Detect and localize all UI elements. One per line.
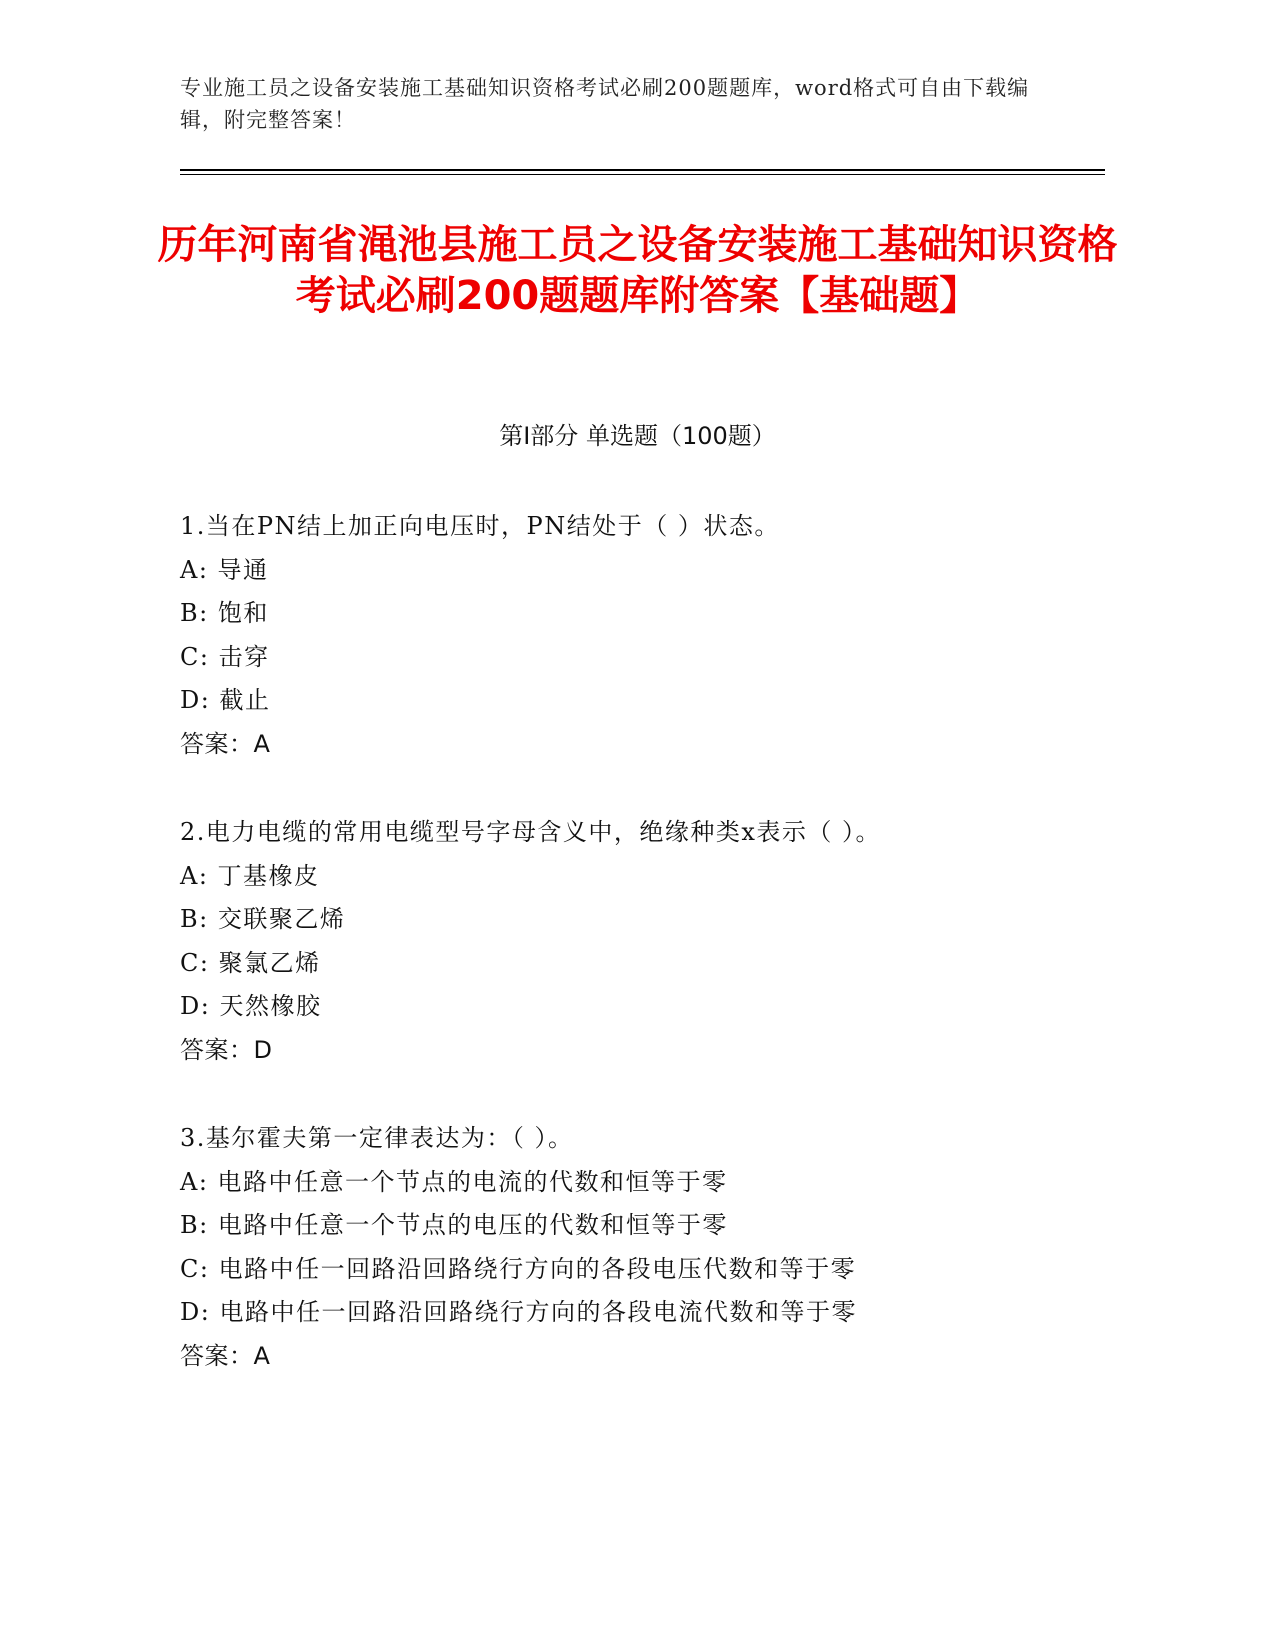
answer-line: 答案：D bbox=[180, 1035, 273, 1064]
answer-line: 答案：A bbox=[180, 1341, 271, 1370]
question-stem: 3.基尔霍夫第一定律表达为：（ ）。 bbox=[180, 1124, 574, 1152]
question-stem: 1.当在PN结上加正向电压时，PN结处于（ ）状态。 bbox=[180, 512, 780, 540]
option-b: B: 电路中任意一个节点的电压的代数和恒等于零 bbox=[180, 1211, 728, 1239]
option-d: D: 天然橡胶 bbox=[180, 992, 322, 1020]
option-c: C: 击穿 bbox=[180, 642, 270, 671]
document-title: 历年河南省渑池县施工员之设备安装施工基础知识资格考试必刷200题题库附答案【基础题】 bbox=[157, 222, 1118, 319]
question-stem: 2.电力电缆的常用电缆型号字母含义中，绝缘种类x表示（ ）。 bbox=[180, 818, 882, 846]
option-d: D: 截止 bbox=[180, 686, 271, 714]
question-block bbox=[180, 1117, 1160, 1378]
section-heading: 第Ⅰ部分 单选题（100题） bbox=[499, 422, 776, 450]
answer-line: 答案：A bbox=[180, 729, 271, 758]
option-d: D: 电路中任一回路沿回路绕行方向的各段电流代数和等于零 bbox=[180, 1298, 857, 1326]
option-a: A: 电路中任意一个节点的电流的代数和恒等于零 bbox=[180, 1167, 728, 1196]
option-a: A: 丁基橡皮 bbox=[180, 861, 320, 890]
option-b: B: 交联聚乙烯 bbox=[180, 905, 346, 933]
header-divider-thick bbox=[180, 169, 1105, 171]
option-a: A: 导通 bbox=[180, 555, 269, 584]
option-c: C: 聚氯乙烯 bbox=[180, 948, 321, 977]
question-block bbox=[180, 505, 1160, 766]
option-c: C: 电路中任一回路沿回路绕行方向的各段电压代数和等于零 bbox=[180, 1254, 857, 1283]
header-note: 专业施工员之设备安装施工基础知识资格考试必刷200题题库，word格式可自由下载编辑，附完整答案！ bbox=[180, 76, 1030, 132]
question-block bbox=[180, 811, 1160, 1072]
header-divider-thin bbox=[180, 174, 1105, 175]
option-b: B: 饱和 bbox=[180, 599, 269, 627]
